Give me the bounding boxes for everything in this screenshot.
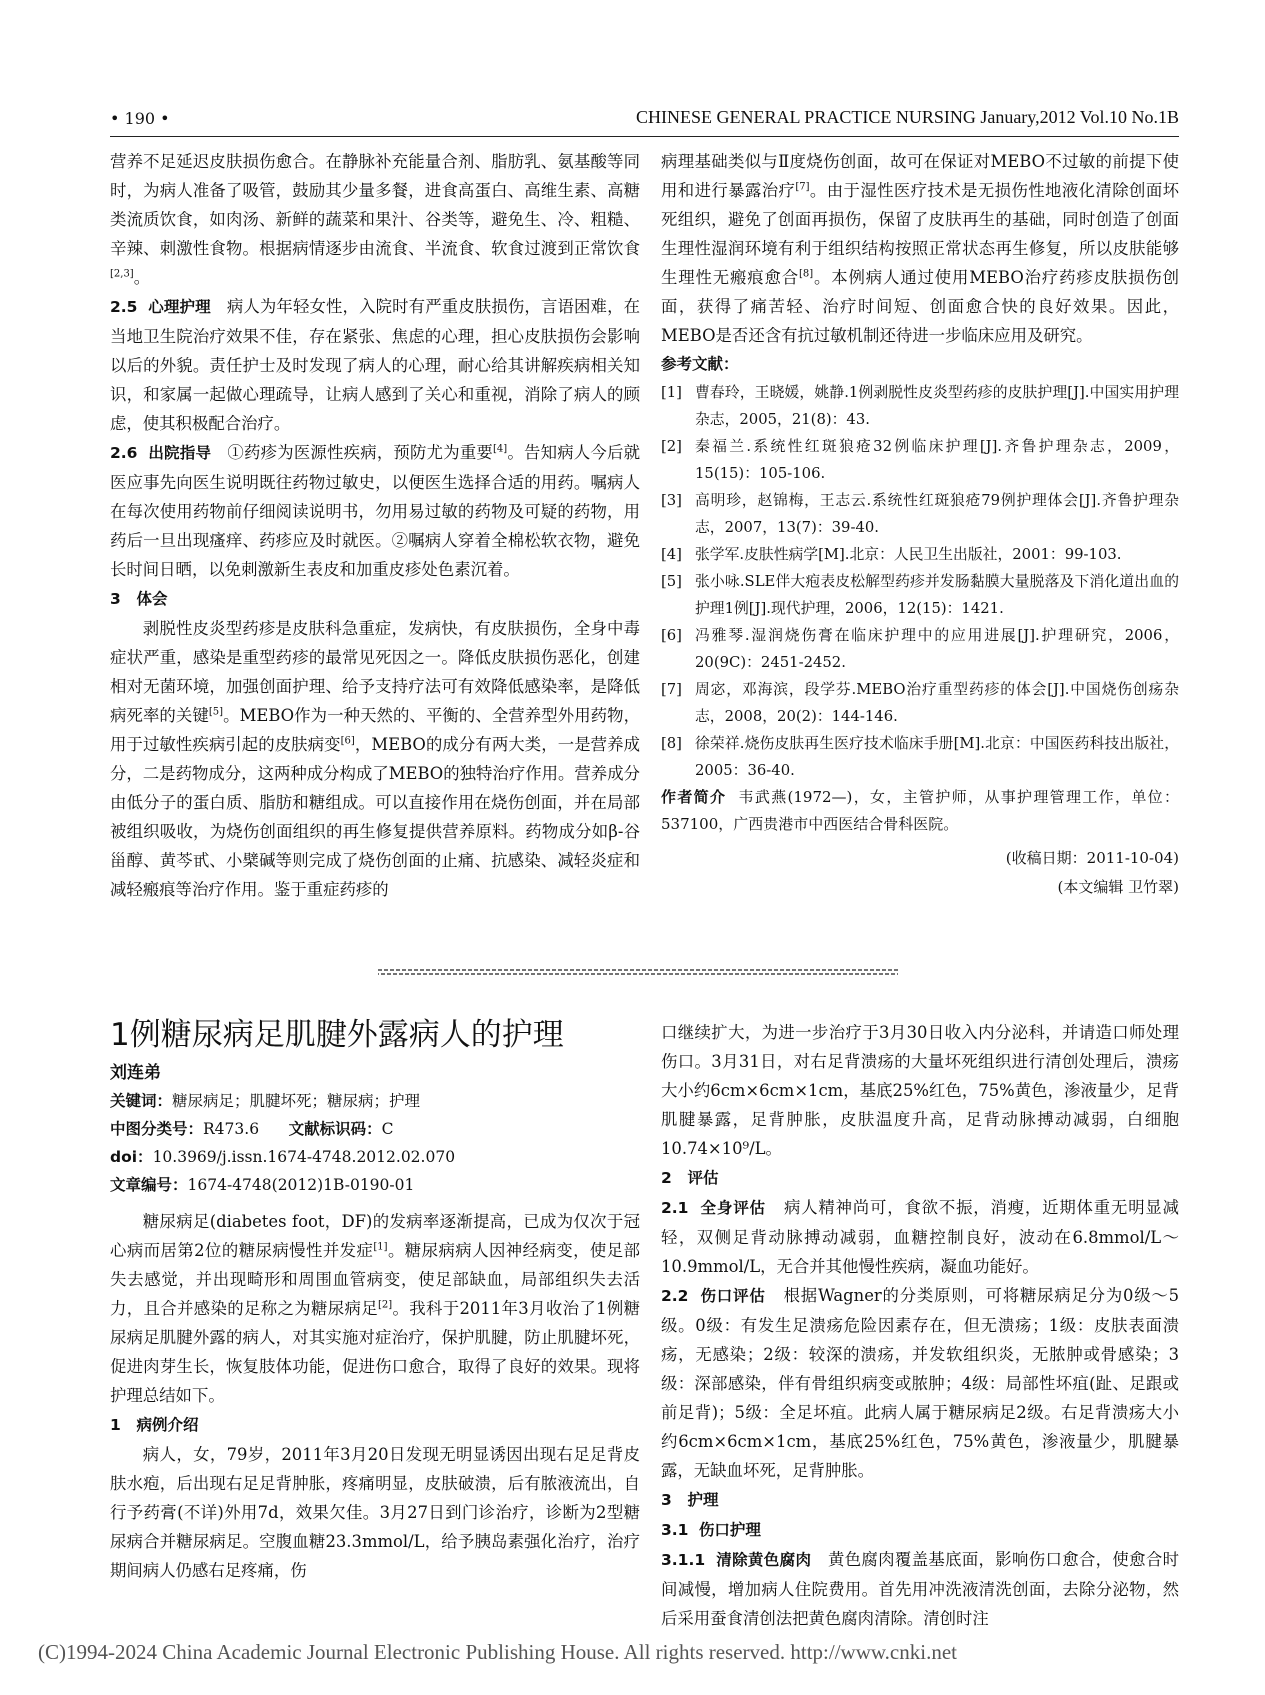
reference-item: [7] 周宓，邓海滨，段学芬.MEBO治疗重型药疹的体会[J].中国烧伤创疡杂志，2008，20(2)：144-146. <box>661 681 1179 725</box>
case-continued: 口继续扩大，为进一步治疗于3月30日收入内分泌科，并请造口师处理伤口。3月31日，对右足背溃疡的大量坏死组织进行清创处理后，溃疡大小约6cm×6cm×1cm，基底25%红色，75%黄色，渗液量少，足背肌腱暴露，足背肿胀，皮肤温度升高，足背动脉搏动减弱，白细胞10.74×10⁹/L。 <box>661 1023 1179 1158</box>
reference-item: [3] 高明珍，赵锦梅，王志云.系统性红斑狼疮79例护理体会[J].齐鲁护理杂志，2007，13(7)：39-40. <box>661 492 1179 536</box>
references-heading: 参考文献： <box>661 355 739 373</box>
doi: doi：10.3969/j.issn.1674-4748.2012.02.070 <box>110 1148 456 1166</box>
conclusion-paragraph: 病理基础类似与Ⅱ度烧伤创面，故可在保证对MEBO不过敏的前提下使用和进行暴露治疗[7]。由于湿性医疗技术是无损伤性地液化清除创面坏死组织，避免了创面再损伤，保留了皮肤再生的基础，同时创造了创面生理性湿润环境有利于组织结构按照正常状态再生修复，所以皮肤能够生理性无瘢痕愈合[8]。本例病人通过使用MEBO治疗药疹皮肤损伤创面，获得了痛苦轻、治疗时间短、创面愈合快的良好效果。因此，MEBO是否还含有抗过敏机制还待进一步临床应用及研究。 <box>661 152 1180 345</box>
page-number: • 190 • <box>110 109 170 128</box>
reference-item: [1] 曹春玲，王晓媛，姚静.1例剥脱性皮炎型药疹的皮肤护理[J].中国实用护理杂志，2005，21(8)：43. <box>661 384 1179 428</box>
upper-left-column <box>110 147 640 904</box>
case-paragraph: 病人，女，79岁，2011年3月20日发现无明显诱因出现右足足背皮肤水疱，后出现右足足背肿胀，疼痛明显，皮肤破溃，后有脓液流出，自行予药膏(不详)外用7d，效果欠佳。3月27日到门诊治疗，诊断为2型糖尿病合并糖尿病足。空腹血糖23.3mmol/L，给予胰岛素强化治疗，治疗期间病人仍感右足疼痛，伤 <box>110 1445 640 1580</box>
reference-list <box>661 379 1179 784</box>
nutrition-paragraph: 营养不足延迟皮肤损伤愈合。在静脉补充能量合剂、脂肪乳、氨基酸等同时，为病人准备了吸管，鼓励其少量多餐，进食高蛋白、高维生素、高糖类流质饮食，如肉汤、新鲜的蔬菜和果汁、谷类等，避免生、冷、粗糙、辛辣、刺激性食物。根据病情逐步由流食、半流食、软食过渡到正常饮食[2,3]。 <box>110 152 640 287</box>
journal-title: CHINESE GENERAL PRACTICE NURSING January,2012 Vol.10 No.1B <box>635 107 1179 127</box>
keywords: 关键词：糖尿病足；肌腱坏死；糖尿病；护理 <box>110 1092 421 1110</box>
section-2-2: 2.2 伤口评估 根据Wagner的分类原则，可将糖尿病足分为0级～5级。0级：有发生足溃疡危险因素存在，但无溃疡；1级：皮肤表面溃疡，无感染；2级：较深的溃疡，并发软组织炎，无脓肿或骨感染；3级：深部感染，伴有骨组织病变或脓肿；4级：局部性坏疽(趾、足跟或前足背)；5级：全足坏疽。此病人属于糖尿病足2级。右足背溃疡大小约6cm×6cm×1cm，基底25%红色，75%黄色，渗液量少，肌腱暴露，无缺血坏死，足背肿胀。 <box>661 1286 1179 1480</box>
classification: 中图分类号：R473.6 文献标识码：C <box>110 1120 394 1138</box>
article-author: 刘连弟 <box>110 1063 161 1083</box>
copyright-footer: (C)1994-2024 China Academic Journal Electronic Publishing House. All rights reserved. http://www.cnki.net <box>38 1640 957 1664</box>
section-1-heading: 1 病例介绍 <box>110 1416 199 1434</box>
upper-right-column <box>661 147 1179 902</box>
section-3-nursing-heading: 3 护理 <box>661 1491 719 1509</box>
lower-left-column <box>110 1207 640 1585</box>
reference-item: [8] 徐荣祥.烧伤皮肤再生医疗技术临床手册[M].北京：中国医药科技出版社，2005：36-40. <box>661 735 1179 779</box>
reference-item: [2] 秦福兰.系统性红斑狼疮32例临床护理[J].齐鲁护理杂志，2009，15(15)：105-106. <box>661 438 1179 482</box>
received-date: (收稿日期：2011-10-04) <box>1005 849 1179 867</box>
section-2-1: 2.1 全身评估 病人精神尚可，食欲不振，消瘦，近期体重无明显减轻，双侧足背动脉搏动减弱，血糖控制良好，波动在6.8mmol/L～10.9mmol/L，无合并其他慢性疾病，凝血功能好。 <box>661 1198 1180 1276</box>
article-title: 1例糖尿病足肌腱外露病人的护理 <box>110 1017 564 1053</box>
article-number: 文章编号：1674-4748(2012)1B-0190-01 <box>110 1176 415 1194</box>
section-3-1-heading: 3.1 伤口护理 <box>661 1521 761 1539</box>
lower-right-column <box>661 1018 1179 1633</box>
reference-item: [6] 冯雅琴.湿润烧伤膏在临床护理中的应用进展[J].护理研究，2006，20(9C)：2451-2452. <box>661 627 1179 671</box>
editor-note: (本文编辑 卫竹翠) <box>1057 878 1179 896</box>
section-3-1-1: 3.1.1 清除黄色腐肉 黄色腐肉覆盖基底面，影响伤口愈合，使愈合时间减慢，增加病人住院费用。首先用冲洗液清洗创面，去除分泌物，然后采用蚕食清创法把黄色腐肉清除。清创时注 <box>661 1550 1179 1628</box>
article-meta <box>110 1059 640 1199</box>
author-bio: 作者简介 韦武燕(1972—)，女，主管护师，从事护理管理工作，单位：537100，广西贵港市中西医结合骨科医院。 <box>661 788 1179 833</box>
section-2-6: 2.6 出院指导 ①药疹为医源性疾病，预防尤为重要[4]。告知病人今后就医应事先向医生说明既往药物过敏史，以便医生选择合适的用药。嘱病人在每次使用药物前仔细阅读说明书，勿用易过敏的药物及可疑的药物，用药后一旦出现瘙痒、药疹应及时就医。②嘱病人穿着全棉松软衣物，避免长时间日晒，以免刺激新生表皮和加重皮疹处色素沉着。 <box>110 443 641 579</box>
section-2-5: 2.5 心理护理 病人为年轻女性，入院时有严重皮肤损伤，言语困难，在当地卫生院治疗效果不佳，存在紧张、焦虑的心理，担心皮肤损伤会影响以后的外貌。责任护士及时发现了病人的心理，耐心给其讲解疾病相关知识，和家属一起做心理疏导，让病人感到了关心和重视，消除了病人的顾虑，使其积极配合治疗。 <box>110 297 641 433</box>
section-3-heading: 3 体会 <box>110 590 168 608</box>
reference-item: [4] 张学军.皮肤性病学[M].北京：人民卫生出版社，2001：99-103. <box>661 546 1122 563</box>
section-divider <box>378 968 898 976</box>
reference-item: [5] 张小咏.SLE伴大疱表皮松解型药疹并发肠黏膜大量脱落及下消化道出血的护理1例[J].现代护理，2006，12(15)：1421. <box>661 573 1179 617</box>
section-3-text: 剥脱性皮炎型药疹是皮肤科急重症，发病快，有皮肤损伤，全身中毒症状严重，感染是重型药疹的最常见死因之一。降低皮肤损伤恶化，创建相对无菌环境，加强创面护理、给予支持疗法可有效降低感染率，是降低病死率的关键[5]。MEBO作为一种天然的、平衡的、全营养型外用药物，用于过敏性疾病引起的皮肤病变[6]，MEBO的成分有两大类，一是营养成分，二是药物成分，这两种成分构成了MEBO的独特治疗作用。营养成分由低分子的蛋白质、脂肪和糖组成。可以直接作用在烧伤创面，并在局部被组织吸收，为烧伤创面组织的再生修复提供营养原料。药物成分如β-谷甾醇、黄芩甙、小檗碱等则完成了烧伤创面的止痛、抗感染、减轻炎症和减轻瘢痕等治疗作用。鉴于重症药疹的 <box>110 619 641 899</box>
intro-paragraph: 糖尿病足(diabetes foot，DF)的发病率逐渐提高，已成为仅次于冠心病而居第2位的糖尿病慢性并发症[1]。糖尿病病人因神经病变，使足部失去感觉，并出现畸形和周围血管病变，使足部缺血，局部组织失去活力，且合并感染的足称之为糖尿病足[2]。我科于2011年3月收治了1例糖尿病足肌腱外露的病人，对其实施对症治疗，保护肌腱，防止肌腱坏死，促进肉芽生长，恢复肢体功能，促进伤口愈合，取得了良好的效果。现将护理总结如下。 <box>110 1212 641 1405</box>
running-header <box>110 100 1179 137</box>
section-2-heading: 2 评估 <box>661 1169 719 1187</box>
